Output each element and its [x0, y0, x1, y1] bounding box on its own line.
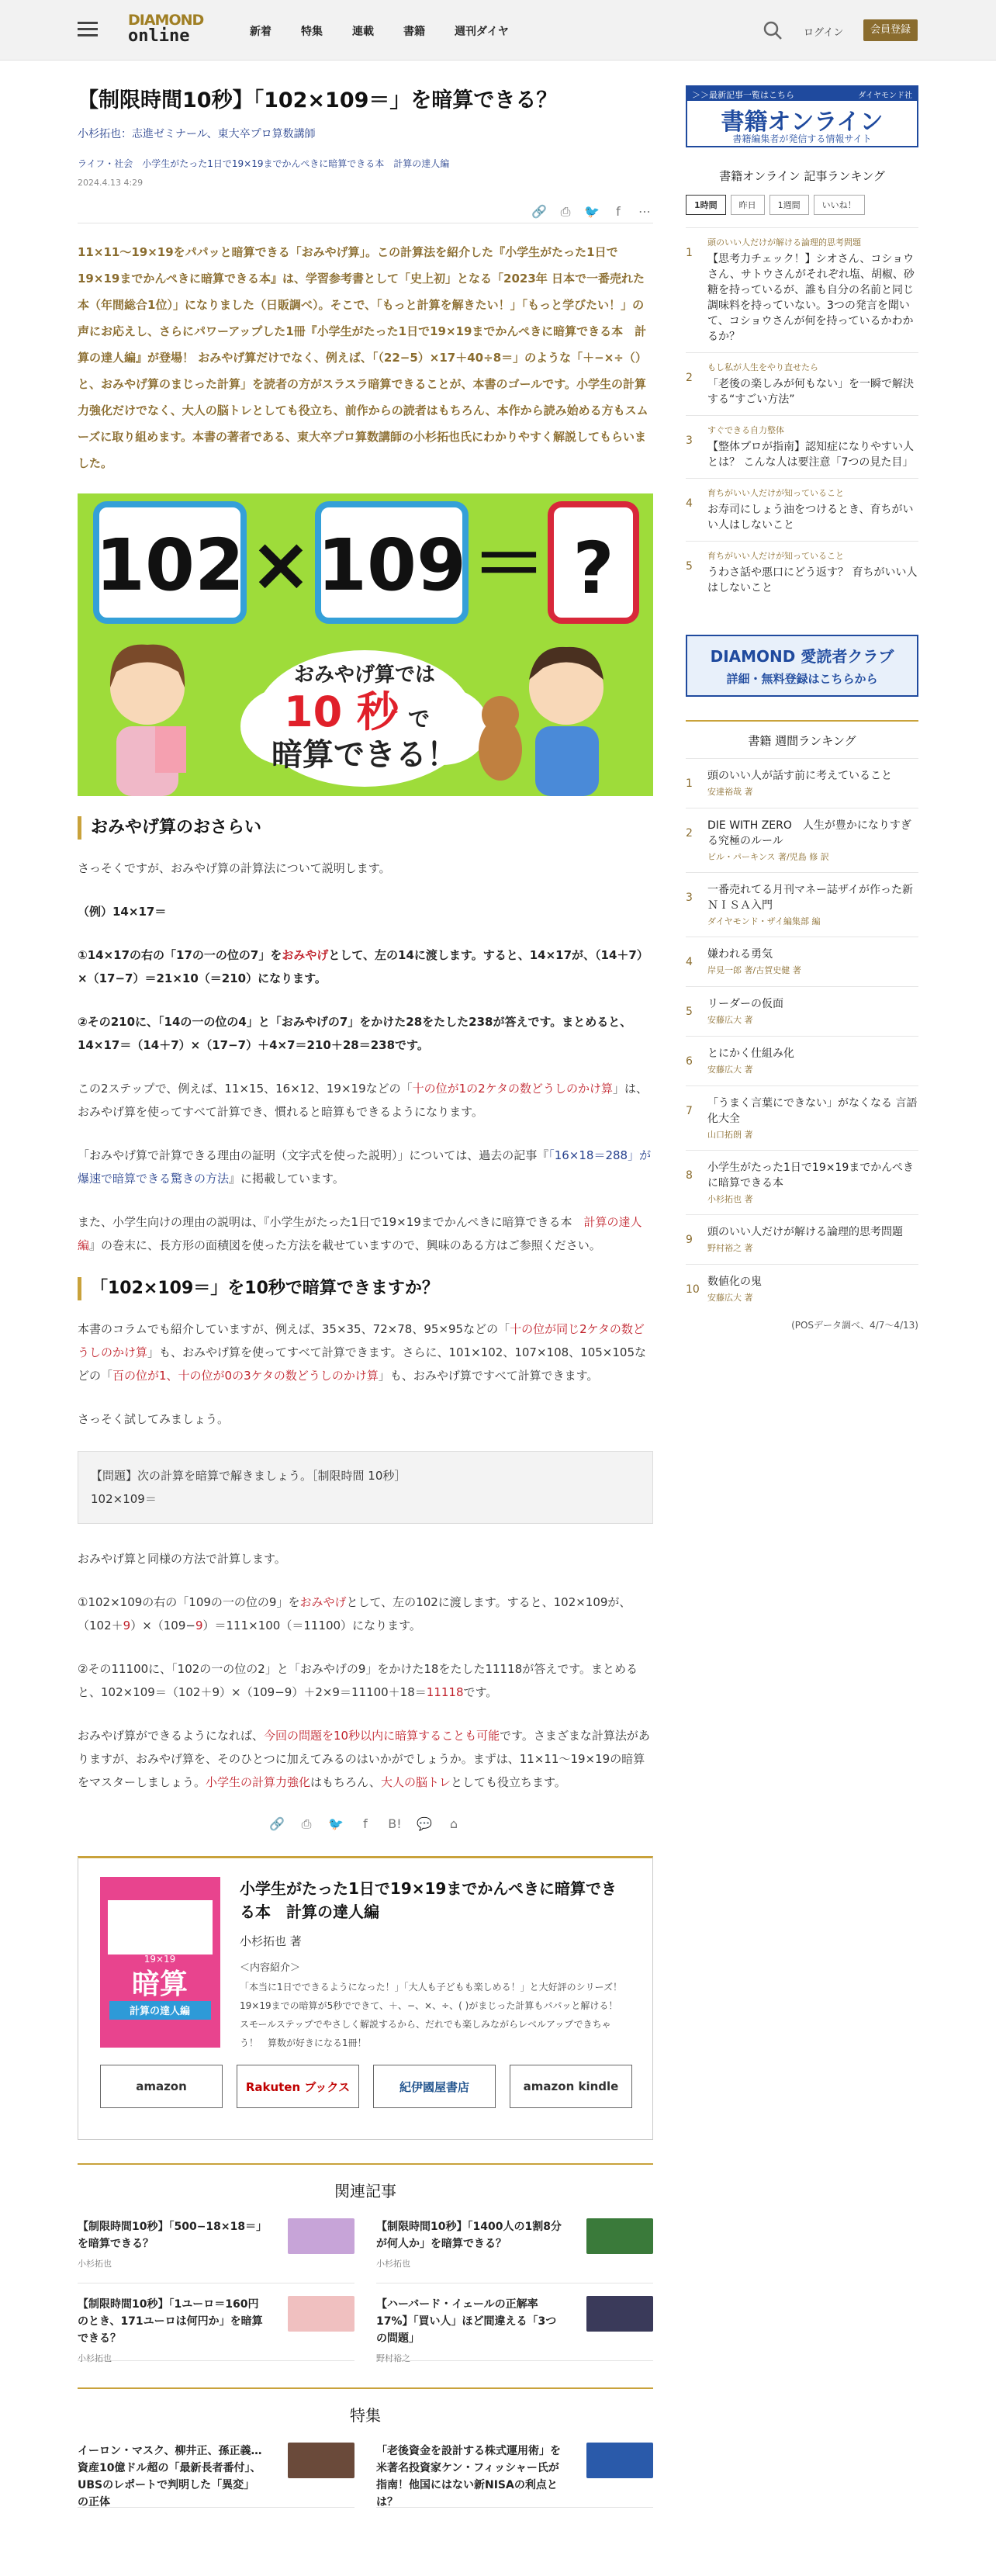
feature-item[interactable]: イーロン・マスク、柳井正、孫正義…資産10億ドル超の「最新長者番付」、UBSのレポートで判明した「異変」の正体: [78, 2443, 354, 2508]
paragraph: （例）14×17＝: [78, 905, 167, 919]
related-thumbnail: [288, 2296, 354, 2332]
paragraph: ②その210に、「14の一の位の4」と「おみやげの7」をかけた28をたした238が答えです。まとめると、14×17＝（14＋7）×（17−7）＋4×7＝210＋28＝238です。: [78, 1015, 632, 1052]
login-link[interactable]: ログイン: [804, 27, 844, 39]
related-thumbnail: [586, 2218, 653, 2254]
weekly-ranking-item[interactable]: 6 とにかく仕組み化 安藤広大 著: [686, 1036, 918, 1085]
weekly-ranking-item[interactable]: 1 頭のいい人が話す前に考えていること 安達裕哉 著: [686, 758, 918, 808]
book-cover[interactable]: [100, 1877, 220, 2048]
article-title: 【制限時間10秒】「102×109＝」を暗算できる？: [78, 88, 558, 113]
svg-text:19×19: 19×19: [144, 1954, 176, 1965]
tab-1hour[interactable]: 1時間: [686, 195, 726, 215]
ranking-item[interactable]: 4 育ちがいい人だけが知っていること お寿司にしょう油をつけるとき、育ちがいい人はしないこと: [686, 478, 918, 541]
weekly-ranking-item[interactable]: 2 DIE WITH ZERO 人生が豊かになりすぎる究極のルール ビル・パーキンス 著/児島 修 訳: [686, 808, 918, 872]
related-thumbnail: [586, 2296, 653, 2332]
weekly-ranking-item[interactable]: 5 リーダーの仮面 安藤広大 著: [686, 986, 918, 1036]
print-icon[interactable]: ⎙: [560, 203, 571, 219]
weekly-ranking-heading: 書籍 週間ランキング: [686, 720, 918, 749]
link-icon[interactable]: 🔗: [531, 203, 547, 219]
facebook-icon[interactable]: f: [616, 203, 621, 219]
ranking-item[interactable]: 2 もし私が人生をやり直せたら 「老後の楽しみが何もない」を一瞬で解決する“すごい方法”: [686, 352, 918, 415]
article: [78, 85, 653, 2534]
ranking-item[interactable]: 5 育ちがいい人だけが知っていること うわさ話や悪口にどう返す？ 育ちがいい人はしないこと: [686, 541, 918, 604]
hero-caption-3: で: [407, 706, 431, 732]
reader-club-banner[interactable]: DIAMOND 愛読者クラブ 詳細・無料登録はこちらから: [686, 635, 918, 697]
search-icon[interactable]: [763, 20, 783, 40]
hero-caption-1: おみやげ算では: [293, 663, 436, 687]
ranking-list: [686, 227, 918, 604]
feature-list: [78, 2443, 653, 2508]
tab-yesterday[interactable]: 昨日: [731, 195, 765, 215]
nav-item-weekly[interactable]: 週刊ダイヤ: [455, 26, 509, 38]
ranking-item[interactable]: 3 すぐできる自力整体 【整体プロが指南】認知症になりやすい人とは？ こんな人は要注意「7つの見た目」: [686, 415, 918, 478]
nav-item-feature[interactable]: 特集: [301, 26, 323, 38]
nav-item-series[interactable]: 連載: [352, 26, 374, 38]
more-icon[interactable]: ⋯: [638, 203, 651, 219]
hero-number-2: 109: [316, 524, 467, 607]
feature-item[interactable]: 「老後資金を設計する株式運用術」を米著名投資家ケン・フィッシャー氏が指南！他国にはない新NISAの利点とは？: [376, 2443, 653, 2508]
link-icon[interactable]: 🔗: [269, 1816, 285, 1831]
book-intro: 「本当に1日でできるようになった！」「大人も子どもも楽しめる！」と大好評のシリーズ！ 19×19までの暗算が5秒でできて、＋、−、×、÷、( )がまじった計算もパパッと解ける！ スモールステップでやさしく解説するから、だれでも楽しみながらレベルアップできちゃう！ 算数が好きになる1冊！: [240, 1982, 632, 2048]
paragraph: 本書のコラムでも紹介していますが、例えば、35×35、72×78、95×95などの「十の位が同じ2ケタの数どうしのかけ算」も、おみやげ算を使ってすべて計算できます。さらに、101×102、107×108、105×105などの「百の位が1、十の位が0の3ケタの数どうしのかけ算」も、おみやげ算ですべて計算できます。: [78, 1322, 647, 1383]
related-item[interactable]: 【制限時間10秒】「1400人の1割8分が何人か」を暗算できる？ 小杉拓也: [376, 2218, 653, 2283]
weekly-ranking-item[interactable]: 9 頭のいい人だけが解ける論理的思考問題 野村裕之 著: [686, 1214, 918, 1264]
weekly-ranking-item[interactable]: 3 一番売れてる月刊マネー誌ザイが作った新ＮＩＳＡ入門 ダイヤモンド・ザイ編集部 編: [686, 872, 918, 937]
book-intro-heading: ＜内容紹介＞: [240, 1962, 301, 1974]
tab-likes[interactable]: いいね！: [814, 195, 865, 215]
related-list: [78, 2218, 653, 2361]
related-thumbnail: [288, 2218, 354, 2254]
book-box: [78, 1856, 653, 2140]
book-cover-subtitle: 計算の達人編: [129, 2006, 191, 2017]
article-categories[interactable]: ライフ・社会 小学生がたった1日で19×19までかんぺきに暗算できる本 計算の達人編: [78, 158, 450, 169]
book-link[interactable]: 計算の達人編: [78, 1215, 642, 1252]
site-logo[interactable]: DIAMOND online: [128, 12, 204, 46]
related-heading: 関連記事: [78, 2163, 653, 2201]
pocket-icon[interactable]: ⌂: [449, 1816, 458, 1831]
book-cover-title: 暗算: [131, 1968, 188, 2000]
paragraph: ①102×109の右の「109の一の位の9」をおみやげとして、左の102に渡します。すると、102×109が、（102＋9）×（109−9）＝111×100（＝11100）になります。: [78, 1595, 631, 1633]
ranking-tabs: [686, 195, 918, 215]
paragraph: この2ステップで、例えば、11×15、16×12、19×19などの「十の位が1の2ケタの数どうしのかけ算」は、おみやげ算を使ってすべて計算でき、慣れると暗算もできるようになります。: [78, 1082, 648, 1119]
paragraph: おみやげ算ができるようになれば、今回の問題を10秒以内に暗算することも可能です。さまざまな計算法がありますが、おみやげ算を、そのひとつに加えてみるのはいかがでしょうか。まずは、11×11〜19×19の暗算をマスターしましょう。小学生の計算力強化はもちろん、大人の脳トレとしても役立ちます。: [78, 1729, 650, 1789]
hero-times: ×: [249, 521, 313, 608]
paragraph: ①14×17の右の「17の一の位の7」をおみやげとして、左の14に渡します。すると、14×17が、（14＋7）×（17−7）＝21×10（＝210）になります。: [78, 948, 648, 985]
nav-item-new[interactable]: 新着: [250, 26, 271, 38]
nav-item-books[interactable]: 書籍: [403, 26, 425, 38]
buy-amazon-button[interactable]: amazon: [100, 2065, 223, 2108]
main-nav: [250, 23, 509, 39]
feature-heading: 特集: [78, 2387, 653, 2425]
facebook-icon[interactable]: f: [363, 1816, 368, 1831]
tab-1week[interactable]: 1週間: [769, 195, 809, 215]
weekly-ranking-list: [686, 758, 918, 1314]
weekly-ranking-item[interactable]: 8 小学生がたった1日で19×19までかんぺきに暗算できる本 小杉拓也 著: [686, 1150, 918, 1214]
buy-rakuten-button[interactable]: Rakuten ブックス: [237, 2065, 359, 2108]
quiz-box: 【問題】次の計算を暗算で解きましょう。［制限時間 10秒］ 102×109＝: [78, 1451, 653, 1524]
book-author: 小杉拓也 著: [240, 1934, 302, 1948]
weekly-ranking-item[interactable]: 4 嫌われる勇気 岸見一郎 著/古賀史健 著: [686, 937, 918, 986]
twitter-icon[interactable]: 🐦: [584, 203, 600, 219]
related-item[interactable]: 【ハーバード・イェールの正解率17%】「買い人」ほど間違える「3つの問題」 野村裕之: [376, 2296, 653, 2361]
article-lead: 11×11〜19×19をパパッと暗算できる「おみやげ算」。この計算法を紹介した『小学生がたった1日で19×19までかんぺきに暗算できる本』は、学習参考書として「史上初」となる「2023年 日本で一番売れた本（年間総合1位）」になりました（日販調べ）。そこで、「もっと計算を解きたい！」「もっと学びたい！」の声にお応えし、さらにパワーアップした1冊『小学生がたった1日で19×19までかんぺきに暗算できる本 計算の達人編』が登場！ おみやげ算だけでなく、例えば、「（22−5）×17＋40÷8＝」のような「＋−×÷（）と、おみやげ算のまじった計算」を読者の方がスラスラ暗算できることが、本書のゴールです。小学生の計算力強化だけでなく、大人の脳トレとしても役立ち、前作からの読者はもちろん、本作から読み始める方もスムーズに取り組めます。本書の著者である、東大卒プロ算数講師の小杉拓也氏にわかりやすく解説してもらいました。: [78, 245, 648, 470]
feature-thumbnail: [288, 2443, 354, 2478]
weekly-ranking-item[interactable]: 7 「うまく言葉にできない」がなくなる 言語化大全 山口拓朗 著: [686, 1085, 918, 1150]
paragraph: 「おみやげ算で計算できる理由の証明（文字式を使った説明）」については、過去の記事『「16×18＝288」が爆速で暗算できる驚きの方法』に掲載しています。: [78, 1148, 652, 1186]
pos-data-note: (POSデータ調べ、4/7〜4/13): [791, 1320, 918, 1331]
shoseki-online-banner[interactable]: ＞＞最新記事一覧はこちら ダイヤモンド社 書籍オンライン 書籍編集者が発信する情報サイト: [686, 85, 918, 147]
buy-kinokuniya-button[interactable]: 紀伊國屋書店: [373, 2065, 496, 2108]
section-heading-2: 「102×109＝」を10秒で暗算できますか？: [78, 1277, 653, 1300]
related-item[interactable]: 【制限時間10秒】「1ユーロ＝160円のとき、171ユーロは何円か」を暗算できる？ 小杉拓也: [78, 2296, 354, 2361]
hero-caption-4: 暗算できる！: [271, 737, 458, 773]
hero-caption-2: 10 秒: [284, 687, 399, 736]
section-heading-1: おみやげ算のおさらい: [78, 816, 653, 840]
ranking-heading: 書籍オンライン 記事ランキング: [719, 169, 885, 183]
menu-icon[interactable]: [78, 22, 98, 37]
related-item[interactable]: 【制限時間10秒】「500−18×18＝」を暗算できる？ 小杉拓也: [78, 2218, 354, 2283]
feature-thumbnail: [586, 2443, 653, 2478]
hero-question: ?: [572, 527, 614, 610]
paragraph: さっそく試してみましょう。: [78, 1412, 230, 1426]
print-icon[interactable]: ⎙: [301, 1816, 312, 1831]
paragraph: ②その11100に、「102の一の位の2」と「おみやげの9」をかけた18をたした11118が答えです。まとめると、102×109＝（102＋9）×（109−9）＋2×9＝11100＋18＝11118です。: [78, 1662, 638, 1699]
hero-equals: ＝: [472, 521, 546, 608]
line-icon[interactable]: 💬: [417, 1816, 432, 1831]
related-article-link[interactable]: 「16×18＝288」が爆速で暗算できる驚きの方法: [78, 1148, 652, 1186]
paragraph: おみやげ算と同様の方法で計算します。: [78, 1552, 286, 1566]
register-button[interactable]: 会員登録: [863, 19, 918, 41]
paragraph: さっそくですが、おみやげ算の計算法について説明します。: [78, 861, 391, 875]
hero-number-1: 102: [95, 524, 245, 607]
twitter-icon[interactable]: 🐦: [328, 1816, 344, 1831]
paragraph: また、小学生向けの理由の説明は、『小学生がたった1日で19×19までかんぺきに暗算できる本 計算の達人編』の巻末に、長方形の面積図を使った方法を載せていますので、興味のある方はご参照ください。: [78, 1215, 642, 1252]
article-date: 2024.4.13 4:29: [78, 178, 144, 188]
hatena-icon[interactable]: B!: [388, 1816, 402, 1831]
buy-kindle-button[interactable]: amazon kindle: [510, 2065, 632, 2108]
weekly-ranking-item[interactable]: 10 数値化の鬼 安藤広大 著: [686, 1264, 918, 1314]
site-header: [0, 0, 996, 61]
article-author[interactable]: 小杉拓也：志進ゼミナール、東大卒プロ算数講師: [78, 128, 316, 140]
book-title[interactable]: 小学生がたった1日で19×19までかんぺきに暗算できる本 計算の達人編: [240, 1879, 617, 1921]
sidebar: [686, 85, 918, 1331]
share-bar-bottom: [78, 1816, 653, 1833]
share-bar-top: [78, 200, 653, 223]
ranking-item[interactable]: 1 頭のいい人だけが解ける論理的思考問題 【思考力チェック！】シオさん、コショウさん、サトウさんがそれぞれ塩、胡椒、砂糖を持っているが、誰も自分の名前と同じ調味料を持っていない。3つの発言を聞いて、コショウさんが何を持っているかわかるか？: [686, 227, 918, 352]
hero-image: [78, 493, 653, 796]
